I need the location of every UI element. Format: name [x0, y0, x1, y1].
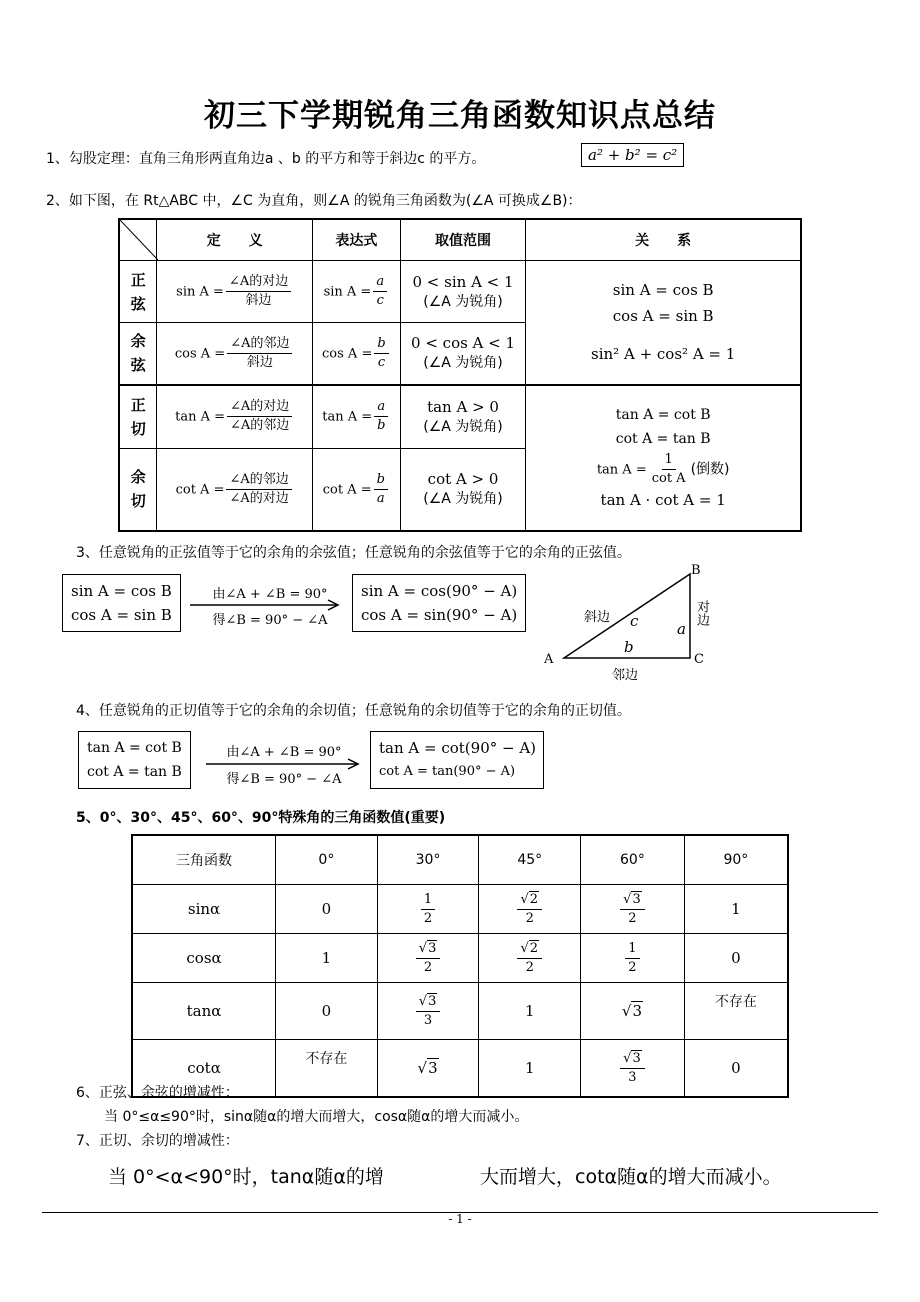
- arrow-condition-bottom: 得∠B = 90° − ∠A: [226, 772, 342, 787]
- cot-30: √3: [377, 1040, 479, 1098]
- sin-30: $\frac{1}{2}$: [377, 885, 479, 934]
- cos-45: $\frac{√2}{2}$: [479, 934, 581, 983]
- header-expression: 表达式: [312, 219, 400, 261]
- expression-cell: cos A = $\frac{b}{c}$: [312, 323, 400, 385]
- vertex-a-label: A: [544, 652, 554, 667]
- row-label-cos: cosα: [132, 934, 276, 983]
- section-7-body-b: 大而增大，cotα随α的增大而减小。: [480, 1166, 782, 1188]
- section-4-text: 4、任意锐角的正切值等于它的余角的余切值；任意锐角的余切值等于它的余角的正切值。: [76, 703, 631, 719]
- tan-0: 0: [276, 983, 378, 1040]
- vertex-b-label: B: [691, 563, 701, 578]
- table-row: [119, 385, 801, 449]
- sin-60: $\frac{√3}{2}$: [581, 885, 685, 934]
- definition-cell: tan A = $\frac{\text{∠A的对边}}{\text{∠A的邻边}}$: [157, 385, 313, 449]
- range-cell: tan A > 0 (∠A 为锐角): [400, 385, 526, 449]
- header-relation: 关 系: [526, 219, 801, 261]
- header-45-deg: 45°: [479, 835, 581, 885]
- range-cell: cot A > 0 (∠A 为锐角): [400, 449, 526, 531]
- table-row: [132, 835, 788, 885]
- special-angle-table: [131, 834, 789, 1098]
- table-corner: [119, 219, 157, 261]
- relation-cell-sin-cos: sin A = cos B cos A = sin B sin² A + cos² A = 1: [526, 261, 801, 385]
- page-number: - 1 -: [448, 1212, 472, 1226]
- section-1-text: 1、勾股定理：直角三角形两直角边a 、b 的平方和等于斜边c 的平方。: [46, 151, 486, 167]
- section-7-title: 7、正切、余切的增减性：: [76, 1133, 239, 1149]
- table-row: [132, 983, 788, 1040]
- cos-90: 0: [684, 934, 788, 983]
- header-60-deg: 60°: [581, 835, 685, 885]
- section-6-body: 当 0°≤α≤90°时，sinα随α的增大而增大，cosα随α的增大而减小。: [104, 1109, 529, 1125]
- arrow-condition-bottom: 得∠B = 90° − ∠A: [212, 613, 328, 628]
- definition-cell: sin A = $\frac{\text{∠A的对边}}{\text{斜边}}$: [157, 261, 313, 323]
- vertex-c-label: C: [694, 652, 704, 667]
- cos-60: $\frac{1}{2}$: [581, 934, 685, 983]
- header-90-deg: 90°: [684, 835, 788, 885]
- definition-cell: cot A = $\frac{\text{∠A的邻边}}{\text{∠A的对边}}$: [157, 449, 313, 531]
- sin-cos-90-box: sin A = cos(90° − A) cos A = sin(90° − A): [352, 574, 526, 632]
- side-b-label: b: [624, 638, 634, 656]
- expression-cell: tan A = $\frac{a}{b}$: [312, 385, 400, 449]
- cot-45: 1: [479, 1040, 581, 1098]
- header-range: 取值范围: [400, 219, 526, 261]
- sin-cos-complement-box: sin A = cos B cos A = sin B: [62, 574, 181, 632]
- row-label-sin: sinα: [132, 885, 276, 934]
- definition-cell: cos A = $\frac{\text{∠A的邻边}}{\text{斜边}}$: [157, 323, 313, 385]
- pythagoras-formula: a² + b² = c²: [581, 143, 684, 167]
- header-definition: 定 义: [157, 219, 313, 261]
- section-5-text: 5、0°、30°、45°、60°、90°特殊角的三角函数值(重要): [76, 810, 446, 826]
- sin-45: $\frac{√2}{2}$: [479, 885, 581, 934]
- adjacent-side-label: 邻边: [612, 668, 639, 683]
- sin-90: 1: [684, 885, 788, 934]
- expression-cell: sin A = $\frac{a}{c}$: [312, 261, 400, 323]
- header-0-deg: 0°: [276, 835, 378, 885]
- table-row: [119, 261, 801, 323]
- row-name: 正 切: [119, 385, 157, 449]
- range-cell: 0 < cos A < 1 (∠A 为锐角): [400, 323, 526, 385]
- cot-90: 0: [684, 1040, 788, 1098]
- side-c-label: c: [630, 612, 639, 630]
- hypotenuse-label: 斜边: [584, 610, 611, 625]
- sin-0: 0: [276, 885, 378, 934]
- table-row: [132, 885, 788, 934]
- relation-cell-tan-cot: tan A = cot B cot A = tan B tan A = $\frac{1}{\text{cot A}}$ (倒数) tan A · cot A = 1: [526, 385, 801, 531]
- cos-0: 1: [276, 934, 378, 983]
- tan-cot-90-box: tan A = cot(90° − A) cot A = tan(90° − A): [370, 731, 544, 789]
- row-label-cot: cotα: [132, 1040, 276, 1098]
- opposite-side-label: 对边: [694, 600, 709, 626]
- row-name: 余 切: [119, 449, 157, 531]
- header-function: 三角函数: [132, 835, 276, 885]
- arrow-condition-top: 由∠A + ∠B = 90°: [212, 587, 328, 602]
- section-6-title: 6、正弦、余弦的增减性：: [76, 1085, 239, 1101]
- expression-cell: cot A = $\frac{b}{a}$: [312, 449, 400, 531]
- side-a-label: a: [677, 620, 686, 638]
- arrow-condition-top: 由∠A + ∠B = 90°: [226, 745, 342, 760]
- section-3-text: 3、任意锐角的正弦值等于它的余角的余弦值；任意锐角的余弦值等于它的余角的正弦值。: [76, 545, 631, 561]
- cot-0: 不存在: [276, 1040, 378, 1098]
- tan-cot-complement-box: tan A = cot B cot A = tan B: [78, 731, 191, 789]
- row-name: 余 弦: [119, 323, 157, 385]
- table-row: [132, 934, 788, 983]
- diagonal-line-icon: [120, 220, 158, 260]
- page-title: 初三下学期锐角三角函数知识点总结: [204, 98, 716, 134]
- cot-60: $\frac{√3}{3}$: [581, 1040, 685, 1098]
- tan-30: $\frac{√3}{3}$: [377, 983, 479, 1040]
- range-cell: 0 < sin A < 1 (∠A 为锐角): [400, 261, 526, 323]
- cos-30: $\frac{√3}{2}$: [377, 934, 479, 983]
- section-7-body-a: 当 0°<α<90°时，tanα随α的增: [108, 1166, 384, 1188]
- tan-90: 不存在: [684, 983, 788, 1040]
- row-name: 正 弦: [119, 261, 157, 323]
- tan-60: √3: [581, 983, 685, 1040]
- row-label-tan: tanα: [132, 983, 276, 1040]
- header-30-deg: 30°: [377, 835, 479, 885]
- trig-definition-table: [118, 218, 802, 532]
- section-2-text: 2、如下图，在 Rt△ABC 中，∠C 为直角，则∠A 的锐角三角函数为(∠A 可换成∠B)：: [46, 193, 582, 209]
- tan-45: 1: [479, 983, 581, 1040]
